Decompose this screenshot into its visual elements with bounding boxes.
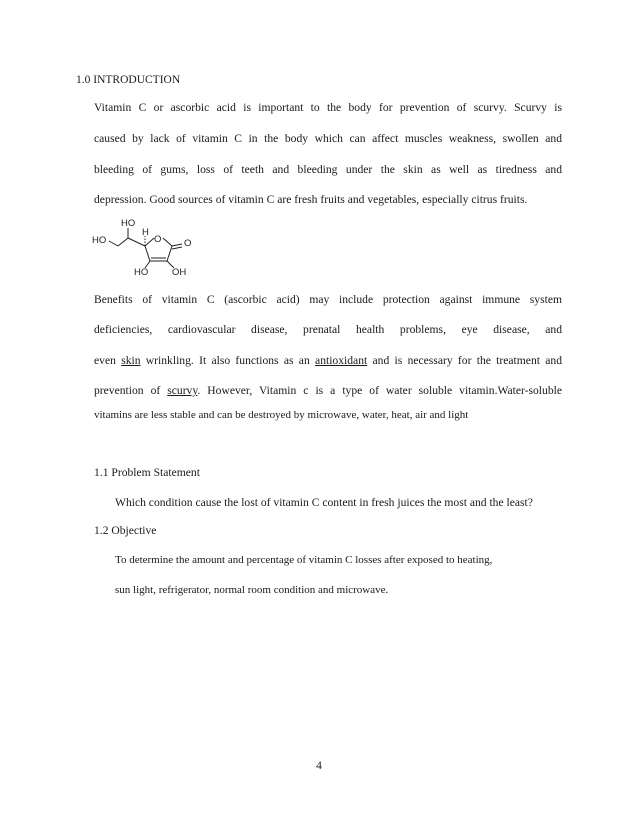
bond xyxy=(145,246,150,261)
intro-line-2: caused by lack of vitamin C in the body which can affect muscles weakness, swollen and xyxy=(94,132,562,145)
scurvy-link[interactable]: scurvy xyxy=(167,384,198,397)
problem-statement-heading: 1.1 Problem Statement xyxy=(94,466,200,479)
bond xyxy=(118,238,128,246)
bond xyxy=(172,247,182,249)
atom-label-oh-bottom: OH xyxy=(172,267,187,278)
page-number: 4 xyxy=(316,760,322,772)
bond xyxy=(128,238,145,246)
benefits-line-3-start: even xyxy=(94,354,122,367)
atom-label-ho-bottom: HO xyxy=(134,267,149,278)
skin-link[interactable]: skin xyxy=(121,354,141,367)
benefits-line-3 xyxy=(94,354,562,368)
atom-label-ho-left: HO xyxy=(92,235,107,246)
objective-line-2: sun light, refrigerator, normal room condition and microwave. xyxy=(115,584,389,596)
intro-line-4: depression. Good sources of vitamin C are fresh fruits and vegetables, especially citrus fruits. xyxy=(94,193,528,206)
ascorbic-acid-structure xyxy=(90,212,200,278)
bond xyxy=(172,244,182,246)
atom-label-h: H xyxy=(142,227,149,238)
bond xyxy=(109,241,118,246)
atom-label-o-ring: O xyxy=(154,234,162,245)
antioxidant-link[interactable]: antioxidant xyxy=(315,354,368,367)
objective-line-1: To determine the amount and percentage of vitamin C losses after exposed to heating, xyxy=(115,554,493,566)
objective-heading: 1.2 Objective xyxy=(94,524,157,537)
benefits-line-4-end: . However, Vitamin c is a type of water soluble vitamin.Water-soluble xyxy=(197,384,562,397)
benefits-line-4-start: prevention of xyxy=(94,384,168,397)
benefits-line-3-end: and is necessary for the treatment and xyxy=(367,354,562,367)
benefits-line-1: Benefits of vitamin C (ascorbic acid) may include protection against immune system xyxy=(94,293,562,306)
benefits-line-5: vitamins are less stable and can be destroyed by microwave, water, heat, air and light xyxy=(94,409,469,421)
intro-line-1: Vitamin C or ascorbic acid is important to the body for prevention of scurvy. Scurvy is xyxy=(94,101,562,114)
intro-line-3: bleeding of gums, loss of teeth and bleeding under the skin as well as tiredness and xyxy=(94,163,562,176)
problem-statement-text: Which condition cause the lost of vitamin C content in fresh juices the most and the least? xyxy=(115,496,533,509)
bond xyxy=(167,246,172,261)
atom-label-o-carbonyl: O xyxy=(184,238,192,249)
benefits-line-2: deficiencies, cardiovascular disease, prenatal health problems, eye disease, and xyxy=(94,323,562,336)
section-heading: 1.0 INTRODUCTION xyxy=(76,74,181,86)
benefits-line-4 xyxy=(94,384,562,398)
bond xyxy=(163,238,172,246)
atom-label-ho-top: HO xyxy=(121,218,136,229)
benefits-line-3-middle: wrinkling. It also functions as an xyxy=(140,354,316,367)
bond xyxy=(145,238,154,246)
